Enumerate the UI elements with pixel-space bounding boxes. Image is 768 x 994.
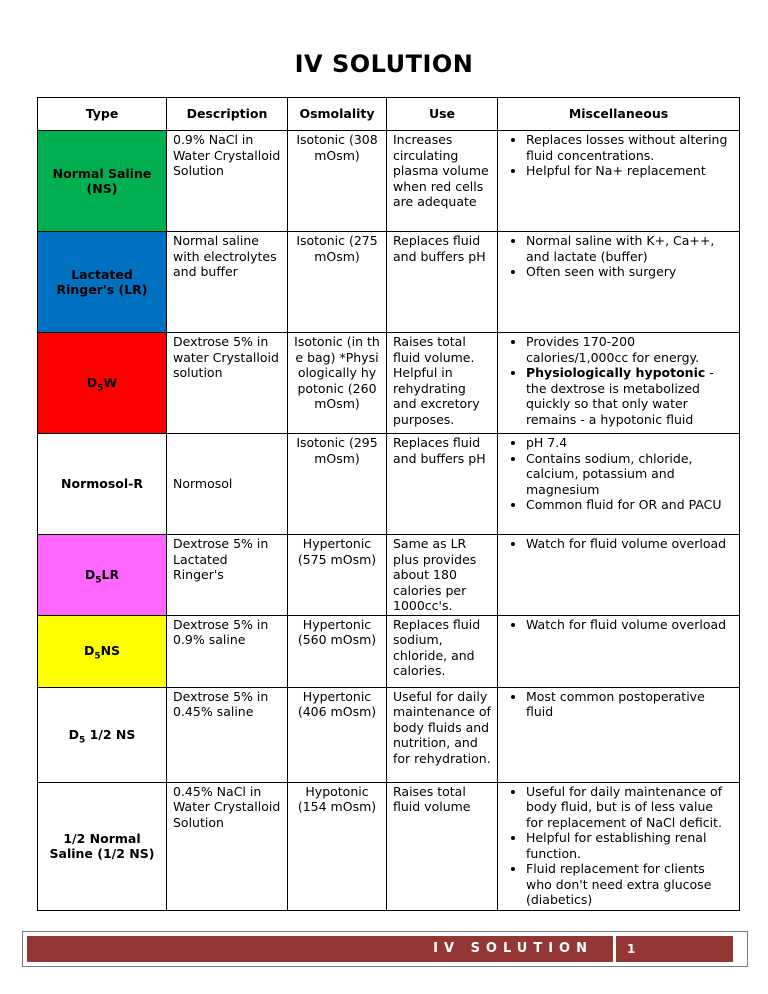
type-label: $D_5$ 1/2 NS bbox=[68, 726, 136, 746]
header-osmolality: Osmolality bbox=[288, 98, 387, 131]
table-row bbox=[38, 434, 740, 535]
osmolality-cell: Isotonic (308 mOsm) bbox=[288, 131, 387, 232]
footer-label: IV SOLUTION bbox=[433, 941, 593, 956]
description-cell: 0.45% NaCl in Water Crystalloid Solution bbox=[167, 782, 288, 910]
header-miscellaneous: Miscellaneous bbox=[498, 98, 740, 131]
misc-item: • Useful for daily maintenance of body fluid, but is of less value for replacement of NaCl deficit. bbox=[526, 784, 733, 831]
footer-bar bbox=[27, 936, 733, 962]
misc-cell bbox=[498, 232, 740, 333]
use-cell: Replaces fluid and buffers pH bbox=[387, 434, 498, 535]
use-cell: Same as LR plus provides about 180 calories per 1000cc's. bbox=[387, 535, 498, 616]
osmolality-cell: Isotonic (in the bag) *Physiologically hypotonic (260 mOsm) bbox=[288, 333, 387, 434]
misc-cell bbox=[498, 615, 740, 687]
table-header-row bbox=[38, 98, 740, 131]
use-cell: Useful for daily maintenance of body fluids and nutrition, and for rehydration. bbox=[387, 687, 498, 782]
misc-item: • Physiologically hypotonic - the dextrose is metabolized quickly so that only water remains - a hypotonic fluid bbox=[526, 365, 733, 427]
type-label: $D_5LR$ bbox=[84, 567, 120, 586]
misc-item: • Normal saline with K+, Ca++, and lactate (buffer) bbox=[526, 233, 733, 264]
type-label: Lactated Ringer's (LR) bbox=[56, 266, 148, 297]
osmolality-cell: Isotonic (275 mOsm) bbox=[288, 232, 387, 333]
footer-divider bbox=[613, 936, 616, 962]
page-title: IV SOLUTION bbox=[294, 50, 474, 78]
type-label: Normosol-R bbox=[61, 476, 143, 492]
type-label: $D_5W$ bbox=[86, 375, 118, 394]
type-cell bbox=[38, 434, 167, 535]
misc-cell bbox=[498, 333, 740, 434]
iv-solution-table bbox=[37, 97, 740, 911]
description-cell: Dextrose 5% in water Crystalloid solution bbox=[167, 333, 288, 434]
header-description: Description bbox=[167, 98, 288, 131]
table-row bbox=[38, 333, 740, 434]
type-cell bbox=[38, 333, 167, 434]
misc-item: • Often seen with surgery bbox=[526, 264, 733, 280]
osmolality-cell: Hypertonic (560 mOsm) bbox=[288, 615, 387, 687]
description-cell: Dextrose 5% in 0.9% saline bbox=[167, 615, 288, 687]
use-cell: Replaces fluid sodium, chloride, and calories. bbox=[387, 615, 498, 687]
type-cell bbox=[38, 687, 167, 782]
misc-cell bbox=[498, 687, 740, 782]
table-row bbox=[38, 615, 740, 687]
use-cell: Raises total fluid volume bbox=[387, 782, 498, 910]
misc-item: • Helpful for establishing renal function. bbox=[526, 830, 733, 861]
type-label: $D_5NS$ bbox=[83, 643, 121, 662]
description-cell: Normosol bbox=[167, 434, 288, 535]
type-label: 1/2 Normal Saline (1/2 NS) bbox=[49, 830, 155, 861]
use-cell: Raises total fluid volume. Helpful in rehydrating and excretory purposes. bbox=[387, 333, 498, 434]
header-use: Use bbox=[387, 98, 498, 131]
osmolality-cell: Hypertonic (575 mOsm) bbox=[288, 535, 387, 616]
misc-item: • Watch for fluid volume overload bbox=[526, 617, 733, 633]
page-footer bbox=[22, 931, 748, 967]
misc-item: • Watch for fluid volume overload bbox=[526, 536, 733, 552]
misc-item: • Common fluid for OR and PACU bbox=[526, 497, 733, 513]
misc-cell bbox=[498, 131, 740, 232]
table-row bbox=[38, 782, 740, 910]
type-cell bbox=[38, 131, 167, 232]
page-number: 1 bbox=[627, 942, 636, 956]
type-cell bbox=[38, 782, 167, 910]
table-row bbox=[38, 687, 740, 782]
misc-item: • Contains sodium, chloride, calcium, potassium and magnesium bbox=[526, 451, 733, 498]
misc-cell bbox=[498, 535, 740, 616]
misc-item: • pH 7.4 bbox=[526, 435, 733, 451]
misc-item: • Fluid replacement for clients who don't need extra glucose (diabetics) bbox=[526, 861, 733, 908]
misc-cell bbox=[498, 782, 740, 910]
osmolality-cell: Isotonic (295 mOsm) bbox=[288, 434, 387, 535]
description-cell: 0.9% NaCl in Water Crystalloid Solution bbox=[167, 131, 288, 232]
description-cell: Normal saline with electrolytes and buffer bbox=[167, 232, 288, 333]
misc-item: • Helpful for Na+ replacement bbox=[526, 163, 733, 179]
use-cell: Increases circulating plasma volume when red cells are adequate bbox=[387, 131, 498, 232]
header-type: Type bbox=[38, 98, 167, 131]
misc-item: • Replaces losses without altering fluid concentrations. bbox=[526, 132, 733, 163]
type-cell bbox=[38, 535, 167, 616]
osmolality-cell: Hypertonic (406 mOsm) bbox=[288, 687, 387, 782]
use-cell: Replaces fluid and buffers pH bbox=[387, 232, 498, 333]
description-cell: Dextrose 5% in Lactated Ringer's bbox=[167, 535, 288, 616]
type-label: Normal Saline (NS) bbox=[52, 165, 152, 196]
table-row bbox=[38, 232, 740, 333]
table-row bbox=[38, 535, 740, 616]
description-cell: Dextrose 5% in 0.45% saline bbox=[167, 687, 288, 782]
type-cell bbox=[38, 615, 167, 687]
osmolality-cell: Hypotonic (154 mOsm) bbox=[288, 782, 387, 910]
table-row bbox=[38, 131, 740, 232]
misc-cell bbox=[498, 434, 740, 535]
misc-item: • Provides 170-200 calories/1,000cc for energy. bbox=[526, 334, 733, 365]
type-cell bbox=[38, 232, 167, 333]
misc-item: • Most common postoperative fluid bbox=[526, 689, 733, 720]
